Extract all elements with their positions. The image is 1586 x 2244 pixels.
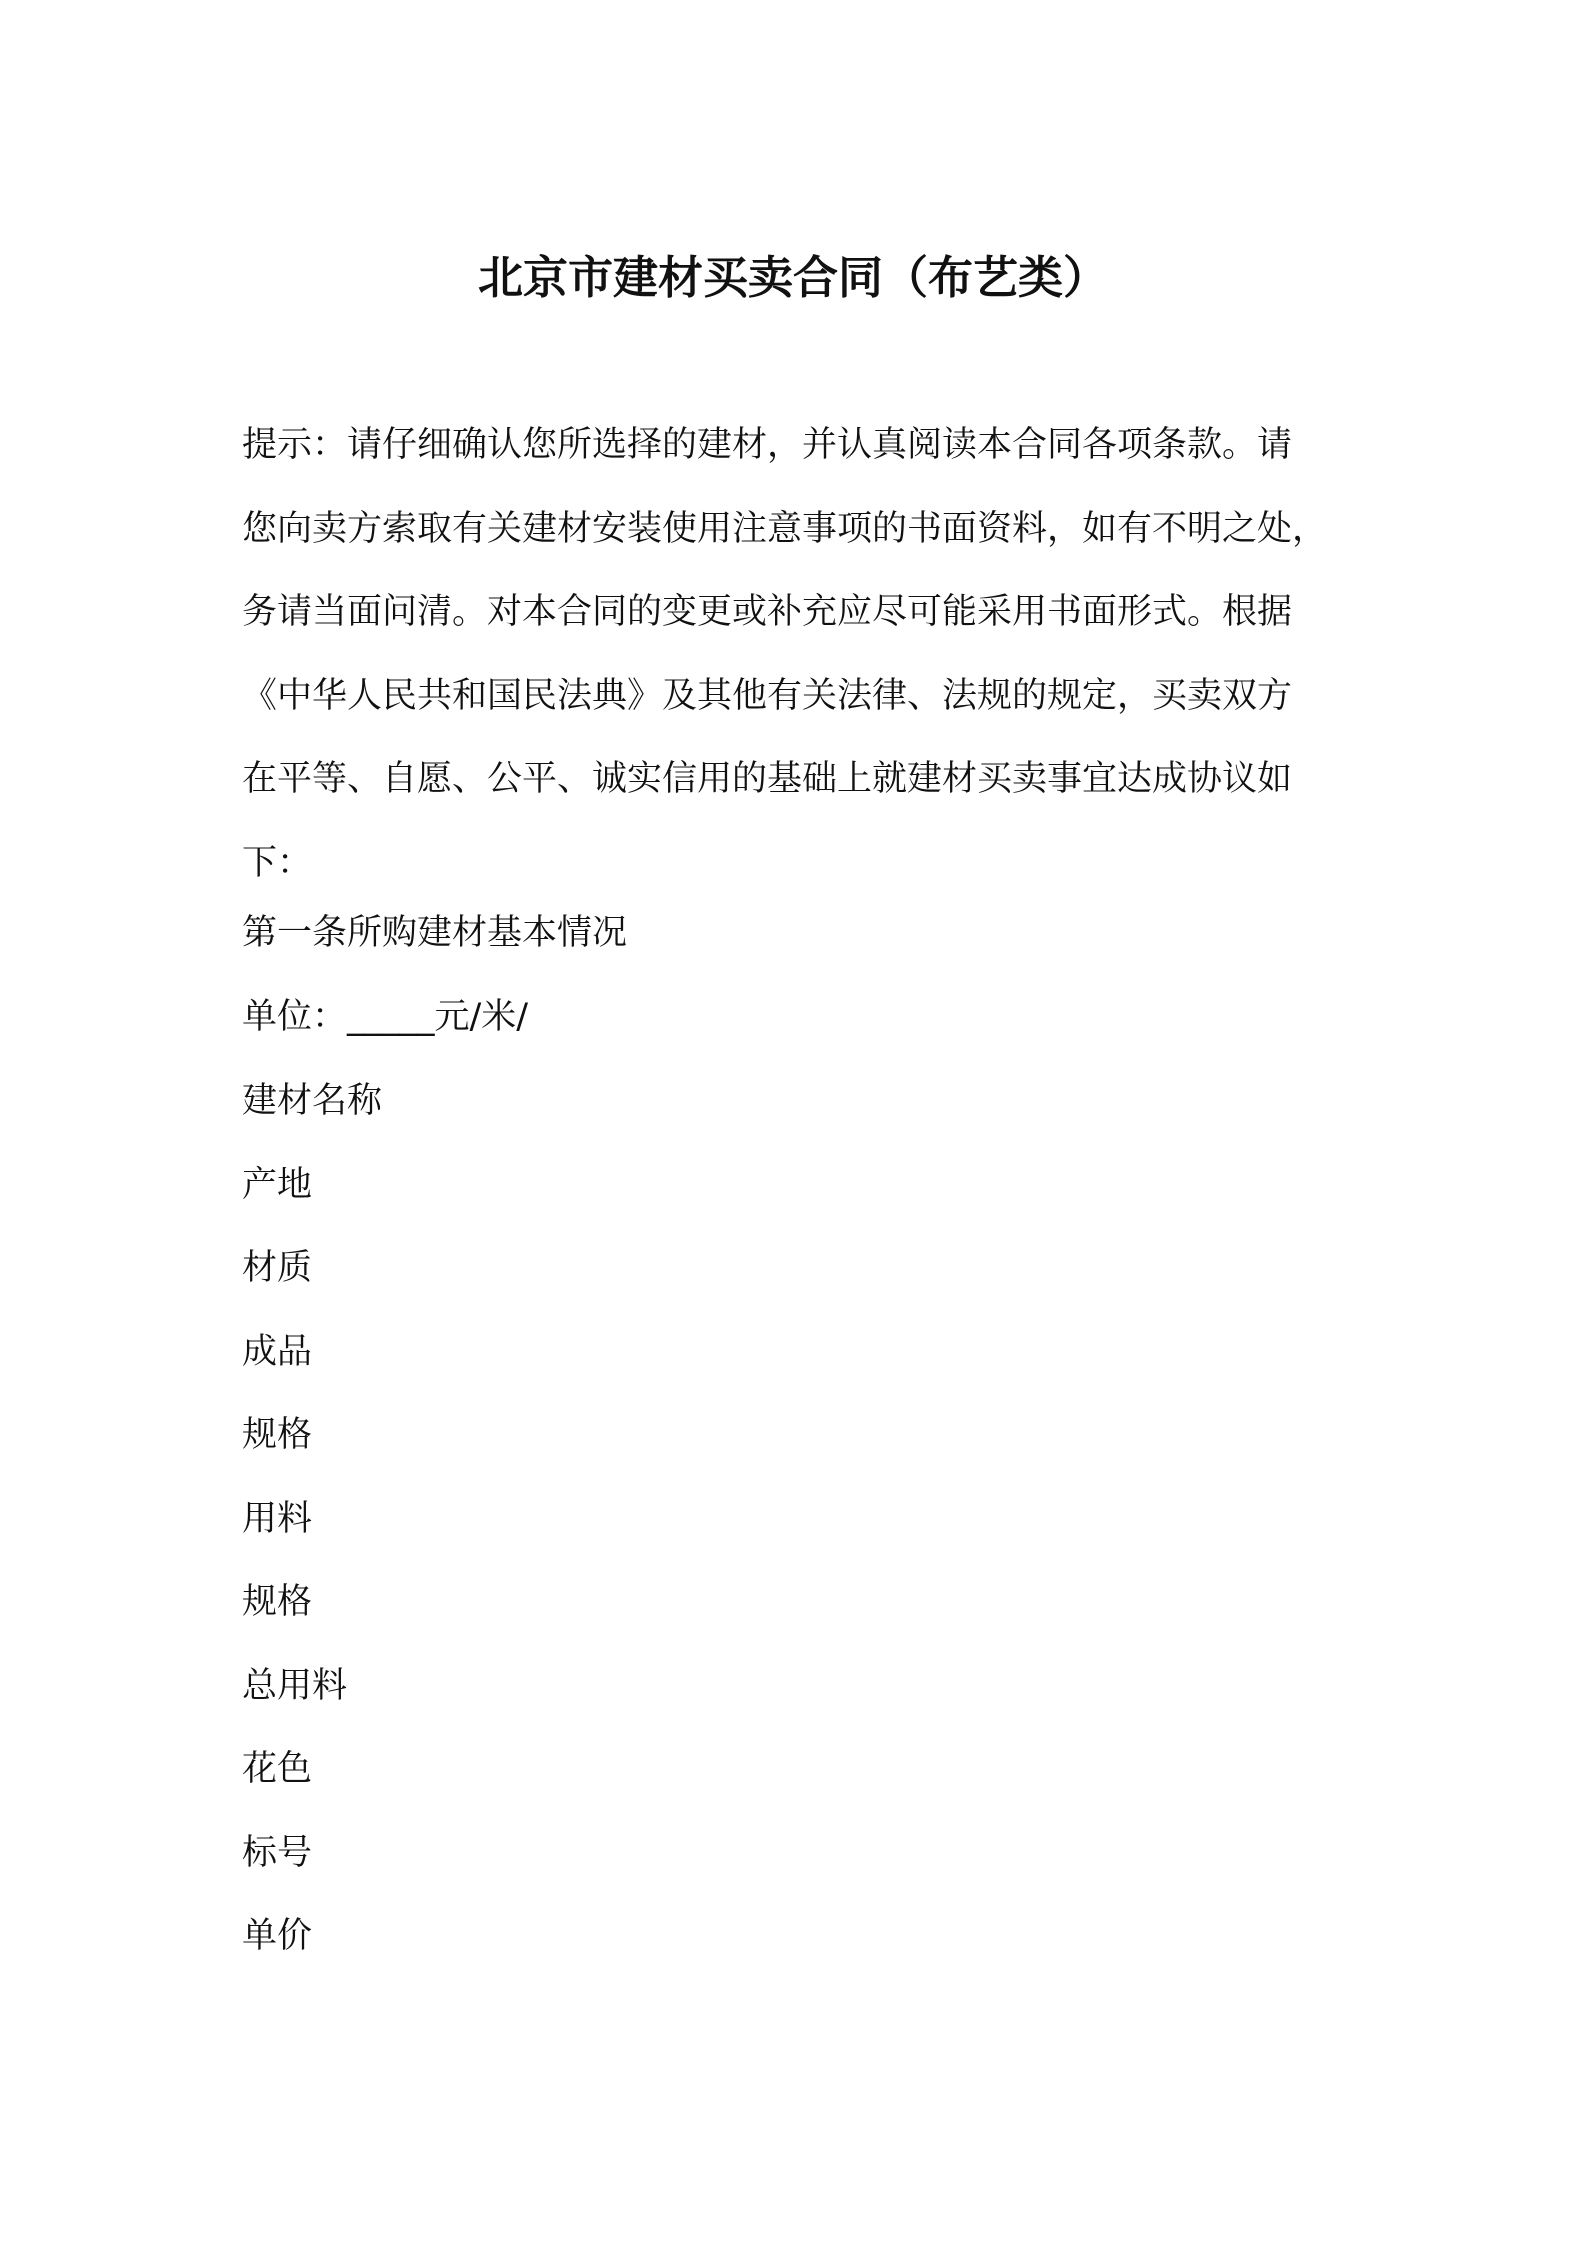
intro-line: 《中华人民共和国民法典》及其他有关法律、法规的规定，买卖双方 — [242, 675, 1293, 716]
intro-line: 提示：请仔细确认您所选择的建材，并认真阅读本合同各项条款。请 — [242, 425, 1293, 465]
field-label-grade-number: 标号 — [242, 1832, 313, 1873]
field-label-specification-2: 规格 — [242, 1582, 313, 1622]
field-label-specification: 规格 — [242, 1415, 313, 1455]
unit-line: 单位：_____元/米/ — [242, 997, 529, 1037]
intro-line: 在平等、自愿、公平、诚实信用的基础上就建材买卖事宜达成协议如 — [242, 759, 1293, 799]
field-label-unit-price: 单价 — [242, 1916, 313, 1956]
intro-line: 您向卖方索取有关建材安装使用注意事项的书面资料，如有不明之处， — [242, 508, 1328, 549]
field-label-total-usage: 总用料 — [242, 1665, 348, 1706]
field-label-pattern-color: 花色 — [242, 1749, 313, 1789]
intro-line: 务请当面问清。对本合同的变更或补充应尽可能采用书面形式。根据 — [242, 592, 1293, 632]
field-label-finished-product: 成品 — [242, 1331, 313, 1372]
field-label-material-usage: 用料 — [242, 1498, 313, 1539]
section-heading-article-1: 第一条所购建材基本情况 — [242, 913, 628, 953]
intro-paragraph — [242, 404, 1362, 905]
document-title: 北京市建材买卖合同（布艺类） — [477, 251, 1108, 305]
field-label-origin: 产地 — [242, 1164, 313, 1205]
field-label-material-quality: 材质 — [242, 1248, 313, 1288]
field-list — [242, 1071, 382, 1990]
field-label-material-name: 建材名称 — [242, 1081, 383, 1121]
intro-line: 下： — [242, 842, 313, 883]
